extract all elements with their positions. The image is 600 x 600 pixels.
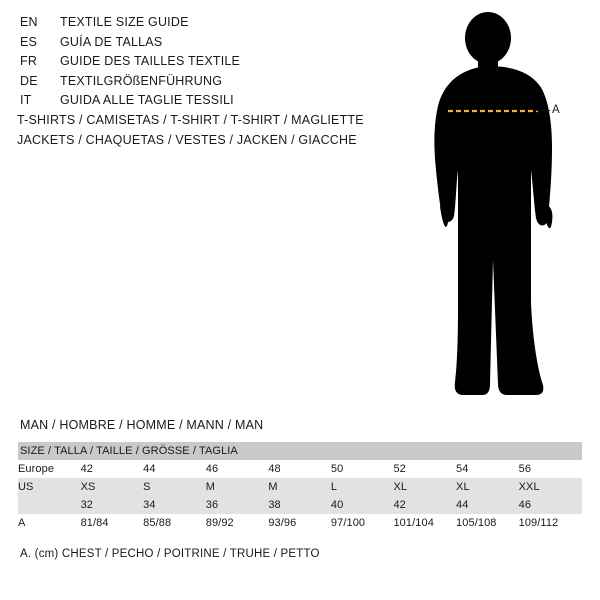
table-cell: 56	[519, 460, 582, 478]
language-code: EN	[20, 15, 38, 29]
table-cell: S	[143, 478, 206, 496]
size-table	[18, 442, 582, 532]
table-cell: XS	[81, 478, 144, 496]
language-list	[20, 15, 380, 113]
table-row	[18, 514, 582, 532]
language-title: GUIDA ALLE TAGLIE TESSILI	[60, 93, 234, 107]
table-cell: 38	[268, 496, 331, 514]
table-cell: XXL	[519, 478, 582, 496]
table-cell: 89/92	[206, 514, 269, 532]
language-code: ES	[20, 34, 38, 49]
table-cell: 34	[143, 496, 206, 514]
table-row	[18, 496, 582, 514]
language-code: DE	[20, 73, 38, 88]
table-group-title: MAN / HOMBRE / HOMME / MANN / MAN	[20, 418, 264, 432]
language-row	[20, 15, 380, 35]
table-cell: 109/112	[519, 514, 582, 532]
garment-line-jackets: JACKETS / CHAQUETAS / VESTES / JACKEN / GIACCHE	[17, 132, 357, 147]
language-code: IT	[20, 93, 32, 107]
table-cell: 42	[393, 496, 456, 514]
table-row	[18, 460, 582, 478]
table-cell: 36	[206, 496, 269, 514]
measure-dash-connector	[536, 110, 550, 112]
table-cell: 32	[81, 496, 144, 514]
language-row	[20, 54, 380, 74]
table-cell: 81/84	[81, 514, 144, 532]
table-header-label: SIZE / TALLA / TAILLE / GRÖSSE / TAGLIA	[18, 442, 582, 460]
row-label: A	[18, 514, 81, 532]
table-row	[18, 478, 582, 496]
table-cell: 101/104	[393, 514, 456, 532]
language-row	[20, 74, 380, 94]
garment-line-tshirts: T-SHIRTS / CAMISETAS / T-SHIRT / T-SHIRT / MAGLIETTE	[17, 113, 364, 127]
language-code: FR	[20, 54, 38, 68]
table-cell: M	[268, 478, 331, 496]
language-row	[20, 35, 380, 55]
table-cell: 48	[268, 460, 331, 478]
table-cell: 54	[456, 460, 519, 478]
table-cell: 46	[206, 460, 269, 478]
language-title: TEXTILGRÖßENFÜHRUNG	[60, 73, 223, 88]
language-row	[20, 93, 380, 113]
table-cell: M	[206, 478, 269, 496]
table-cell: 42	[81, 460, 144, 478]
table-cell: 46	[519, 496, 582, 514]
language-title: GUÍA DE TALLAS	[60, 34, 163, 49]
measure-label-a: A	[552, 104, 560, 116]
row-label: US	[18, 478, 81, 496]
table-cell: 44	[143, 460, 206, 478]
table-cell: 93/96	[268, 514, 331, 532]
language-title: TEXTILE SIZE GUIDE	[60, 15, 189, 29]
table-cell: 85/88	[143, 514, 206, 532]
table-cell: 105/108	[456, 514, 519, 532]
table-header-row	[18, 442, 582, 460]
table-cell: 52	[393, 460, 456, 478]
male-silhouette-figure	[400, 10, 600, 410]
garment-category-list	[17, 111, 364, 150]
table-cell: L	[331, 478, 394, 496]
table-cell: 97/100	[331, 514, 394, 532]
table-cell: 50	[331, 460, 394, 478]
table-cell: 44	[456, 496, 519, 514]
table-footnote: A. (cm) CHEST / PECHO / POITRINE / TRUHE / PETTO	[20, 548, 320, 560]
table-cell: XL	[393, 478, 456, 496]
table-cell: 40	[331, 496, 394, 514]
row-label	[18, 496, 81, 514]
table-cell: XL	[456, 478, 519, 496]
row-label: Europe	[18, 460, 81, 478]
language-title: GUIDE DES TAILLES TEXTILE	[60, 54, 241, 68]
